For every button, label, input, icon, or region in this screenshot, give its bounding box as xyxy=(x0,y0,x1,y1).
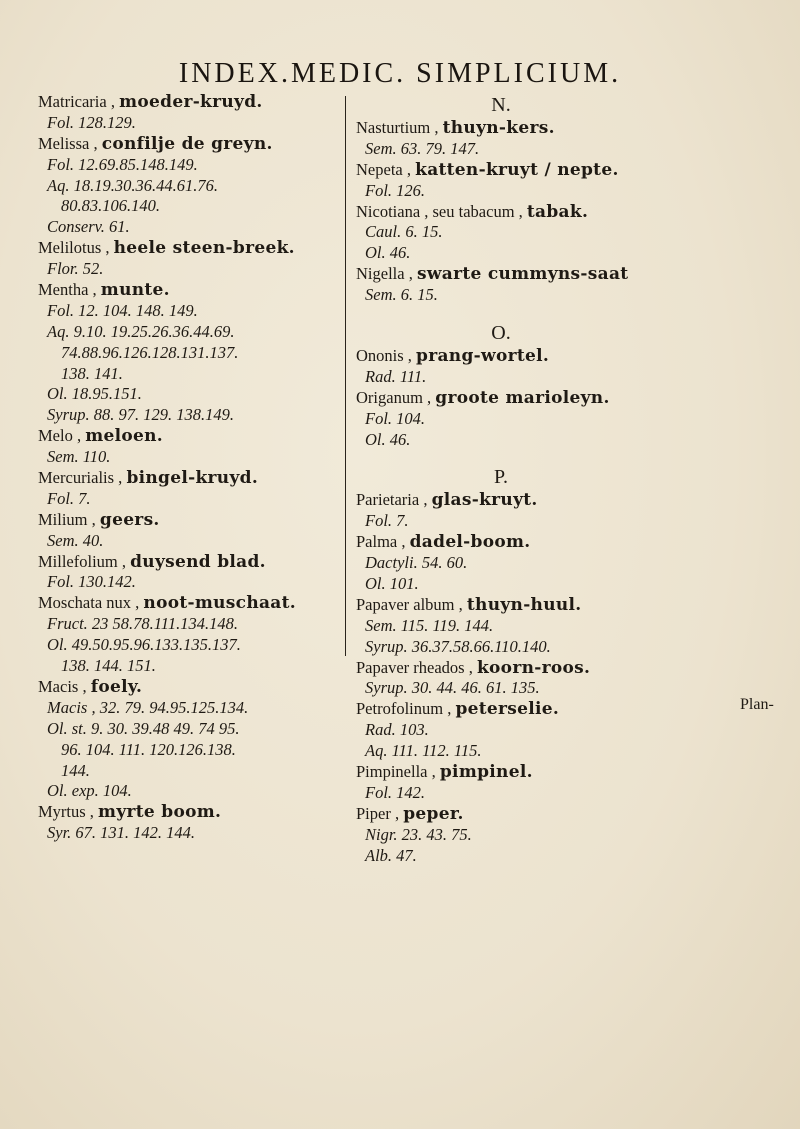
page-reference: Fol. 128.129. xyxy=(47,112,136,132)
page-reference: Syrup. 88. 97. 129. 138.149. xyxy=(47,405,234,425)
dutch-name: groote marioleyn. xyxy=(435,387,610,408)
index-entry xyxy=(356,699,776,720)
page-reference: Fol. 7. xyxy=(365,511,409,531)
index-entry xyxy=(356,804,776,825)
page-reference: Ol. 101. xyxy=(365,574,419,594)
page-reference-continued: 74.88.96.126.128.131.137. xyxy=(61,342,239,362)
dutch-name: thuyn-huul. xyxy=(466,594,582,615)
dutch-name: katten-kruyt / nepte. xyxy=(415,159,619,180)
index-entry xyxy=(356,118,776,139)
page-reference: Nigr. 23. 43. 75. xyxy=(365,824,472,844)
page-reference: Sem. 110. xyxy=(47,447,111,467)
latin-name: Macis , xyxy=(38,676,91,696)
latin-name: Nepeta , xyxy=(356,159,416,179)
section-gap xyxy=(356,450,776,464)
index-entry xyxy=(38,802,338,823)
dutch-name: tabak. xyxy=(526,201,589,222)
latin-name: Papaver album , xyxy=(356,594,467,614)
page-reference: Rad. 111. xyxy=(365,366,427,386)
section-letter: O. xyxy=(491,322,511,345)
section-gap xyxy=(356,306,776,320)
page-reference: Ol. 18.95.151. xyxy=(47,384,142,404)
page-reference: Dactyli. 54. 60. xyxy=(365,553,468,573)
latin-name: Mercurialis , xyxy=(38,468,127,488)
latin-name: Nicotiana , seu tabacum , xyxy=(356,201,527,221)
index-entry xyxy=(356,658,776,679)
dutch-name: peper. xyxy=(403,803,464,824)
page-reference-continued: 144. xyxy=(61,760,90,780)
index-entry xyxy=(38,134,338,155)
page-reference: Caul. 6. 15. xyxy=(365,222,443,242)
index-entry xyxy=(356,388,776,409)
dutch-name: duysend blad. xyxy=(130,551,266,572)
index-entry xyxy=(356,595,776,616)
dutch-name: meloen. xyxy=(85,426,164,447)
dutch-name: peterselie. xyxy=(455,699,560,720)
latin-name: Ononis , xyxy=(356,346,417,366)
page-reference: Fruct. 23 58.78.111.134.148. xyxy=(47,614,238,634)
index-entry xyxy=(356,264,776,285)
dutch-name: koorn-roos. xyxy=(476,657,591,678)
latin-name: Palma , xyxy=(356,532,410,552)
latin-name: Nasturtium , xyxy=(356,118,443,137)
index-entry xyxy=(38,593,338,614)
dutch-name: myrte boom. xyxy=(98,802,222,823)
index-entry xyxy=(356,532,776,553)
dutch-name: prang-wortel. xyxy=(416,346,550,367)
latin-name: Petrofolinum , xyxy=(356,699,456,719)
section-letter: P. xyxy=(494,466,508,489)
page-reference: Alb. 47. xyxy=(365,845,417,865)
page-reference: Fol. 12.69.85.148.149. xyxy=(47,154,198,174)
latin-name: Myrtus , xyxy=(38,802,99,822)
index-entry xyxy=(356,346,776,367)
page-reference: Ol. exp. 104. xyxy=(47,781,132,801)
index-entry xyxy=(38,238,338,259)
page-reference: Fol. 142. xyxy=(365,782,426,802)
page-header: INDEX.MEDIC. SIMPLICIUM. xyxy=(178,58,622,89)
latin-name: Melissa , xyxy=(38,133,102,153)
right-column xyxy=(356,92,776,867)
page-reference-continued: 138. 141. xyxy=(61,363,123,383)
page-reference: Sem. 63. 79. 147. xyxy=(365,138,480,158)
latin-name: Melo , xyxy=(38,426,86,446)
latin-name: Parietaria , xyxy=(356,490,432,510)
dutch-name: munte. xyxy=(100,280,170,301)
left-column xyxy=(38,92,338,844)
page-reference: Fol. 104. xyxy=(365,408,426,428)
latin-name: Matricaria , xyxy=(38,92,120,111)
page-reference: Rad. 103. xyxy=(365,720,429,740)
page-reference-continued: 96. 104. 111. 120.126.138. xyxy=(61,739,236,759)
page-reference: Fol. 12. 104. 148. 149. xyxy=(47,300,198,320)
dutch-name: dadel-boom. xyxy=(409,532,531,553)
latin-name: Pimpinella , xyxy=(356,762,440,782)
index-entry xyxy=(356,160,776,181)
page-reference: Fol. 7. xyxy=(47,488,91,508)
dutch-name: moeder-kruyd. xyxy=(119,92,263,112)
page-reference: Syrup. 36.37.58.66.110.140. xyxy=(365,636,551,656)
dutch-name: foely. xyxy=(90,676,143,697)
index-entry xyxy=(38,552,338,573)
page-reference: Flor. 52. xyxy=(47,259,104,279)
dutch-name: noot-muschaat. xyxy=(143,593,296,614)
page-reference: Ol. 46. xyxy=(365,243,411,263)
column-divider xyxy=(345,96,346,656)
latin-name: Origanum , xyxy=(356,387,436,407)
page-reference: Syr. 67. 131. 142. 144. xyxy=(47,823,196,843)
section-letter: N. xyxy=(491,94,511,116)
page-reference: Ol. 49.50.95.96.133.135.137. xyxy=(47,635,241,655)
page-reference: Sem. 115. 119. 144. xyxy=(365,615,494,635)
dutch-name: pimpinel. xyxy=(439,762,533,783)
index-entry xyxy=(356,490,776,511)
dutch-name: geers. xyxy=(99,509,160,530)
page-reference: Aq. 18.19.30.36.44.61.76. xyxy=(47,175,218,195)
latin-name: Mentha , xyxy=(38,280,101,300)
page-reference: Ol. st. 9. 30. 39.48 49. 74 95. xyxy=(47,718,240,738)
index-entry xyxy=(38,280,338,301)
latin-name: Milium , xyxy=(38,509,100,529)
dutch-name: heele steen-breek. xyxy=(113,238,295,259)
latin-name: Melilotus , xyxy=(38,238,114,258)
page-reference-continued: 138. 144. 151. xyxy=(61,656,156,676)
page-reference: Aq. 111. 112. 115. xyxy=(365,741,482,761)
latin-name: Nigella , xyxy=(356,264,417,284)
index-entry xyxy=(356,202,776,223)
page-reference: Sem. 40. xyxy=(47,530,104,550)
dutch-name: bingel-kruyd. xyxy=(126,468,259,489)
dutch-name: glas-kruyt. xyxy=(431,490,538,511)
page-reference: Fol. 126. xyxy=(365,180,426,200)
page-reference: Syrup. 30. 44. 46. 61. 135. xyxy=(365,678,540,698)
latin-name: Moschata nux , xyxy=(38,593,144,613)
page-reference: Conserv. 61. xyxy=(47,217,130,237)
latin-name: Papaver rheados , xyxy=(356,657,477,677)
index-entry xyxy=(38,426,338,447)
index-entry xyxy=(38,92,338,113)
page-reference-continued: 80.83.106.140. xyxy=(61,196,160,216)
latin-name: Piper , xyxy=(356,803,404,823)
latin-name: Millefolium , xyxy=(38,551,131,571)
dutch-name: confilje de greyn. xyxy=(101,133,273,154)
index-entry xyxy=(356,762,776,783)
dutch-name: thuyn-kers. xyxy=(442,118,555,138)
index-entry xyxy=(38,510,338,531)
dutch-name: swarte cummyns-saat xyxy=(416,264,629,285)
index-entry xyxy=(38,677,338,698)
page-reference: Aq. 9.10. 19.25.26.36.44.69. xyxy=(47,321,235,341)
page-reference: Sem. 6. 15. xyxy=(365,285,438,305)
page-reference: Macis , 32. 79. 94.95.125.134. xyxy=(47,697,249,717)
page-reference: Ol. 46. xyxy=(365,429,411,449)
page-reference: Fol. 130.142. xyxy=(47,572,136,592)
catchword: Plan- xyxy=(740,696,774,713)
index-entry xyxy=(38,468,338,489)
